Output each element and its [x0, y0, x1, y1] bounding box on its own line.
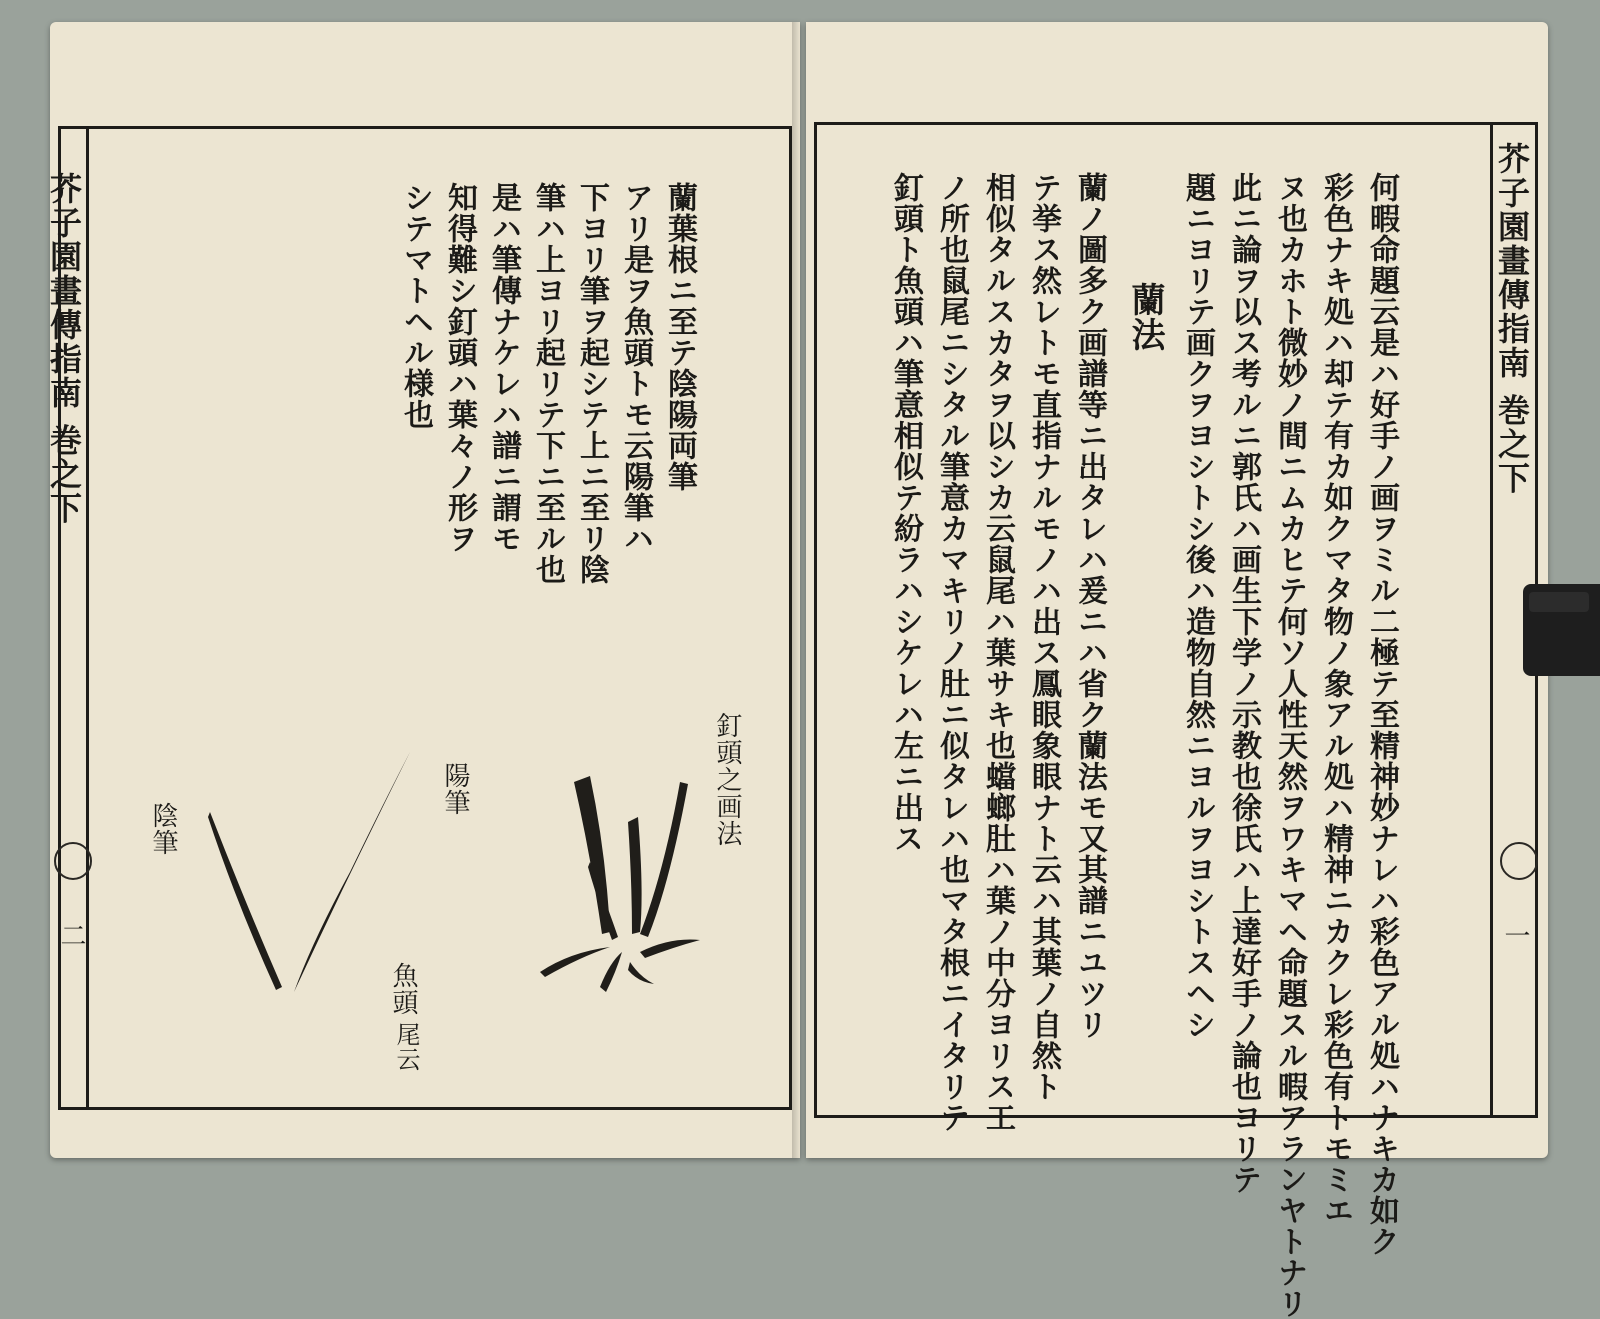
text-column: ヌ也カホト微妙ノ間ニムカヒテ何ソ人性天然ヲワキマヘ命題スル暇アランヤトナリ: [1272, 172, 1307, 1319]
page-clip: [1523, 584, 1600, 676]
text-column: 題ニヨリテ画クヲヨシトシ後ハ造物自然ニヨルヲヨシトスヘシ: [1180, 172, 1215, 1040]
text-column: テ挙ス然レトモ直指ナルモノハ出ス鳳眼象眼ナト云ハ其葉ノ自然ト: [1026, 172, 1061, 1102]
left-margin-title: 芥子園畫傳指南 巻之下: [45, 172, 83, 526]
yin-stroke-leaf: [208, 812, 282, 990]
right-page: [806, 22, 1548, 1319]
root-stroke: [540, 947, 610, 977]
caption-nail-head-method: 釘頭之画法: [712, 712, 742, 847]
text-column: 彩色ナキ処ハ却テ有カ如クマタ物ノ象アル処ハ精神ニカクレ彩色有トモミエ: [1318, 172, 1353, 1226]
text-column: 何暇命題云是ハ好手ノ画ヲミル二極テ至精神妙ナレハ彩色アル処ハナキカ如ク: [1364, 172, 1399, 1257]
caption-yang-stroke: 陽筆: [440, 762, 470, 816]
left-page: [45, 22, 800, 1158]
text-column: 是ハ筆傳ナケレハ譜ニ謂モ: [486, 182, 521, 554]
text-column: 知得難シ釘頭ハ葉々ノ形ヲ: [442, 182, 477, 554]
caption-yin-stroke: 陰筆: [148, 802, 178, 856]
nail-head-leaf: [640, 782, 688, 937]
section-heading: 蘭法: [1125, 282, 1165, 352]
text-column: 釘頭ト魚頭ハ筆意相似テ紛ラハシケレハ左ニ出ス: [888, 172, 923, 854]
text-column: 相似タルスカタヲ以シカ云鼠尾ハ葉サキ也蟷螂肚ハ葉ノ中分ヨリス工: [980, 172, 1015, 1133]
text-column: ノ所也鼠尾ニシタル筆意カマキリノ肚ニ似タレハ也マタ根ニイタリテ: [934, 172, 969, 1133]
text-column: 筆ハ上ヨリ起リテ下ニ至ル也: [530, 182, 565, 585]
text-column: 蘭葉根ニ至テ陰陽両筆: [662, 182, 697, 492]
root-stroke: [640, 940, 700, 959]
caption-fish-head: 魚頭: [388, 962, 418, 1016]
left-page-number: 二: [56, 922, 86, 949]
right-margin-title: 芥子園畫傳指南 巻之下: [1493, 142, 1531, 496]
right-fold-mark: [1500, 842, 1538, 880]
right-page-number: 一: [1500, 922, 1530, 949]
root-stroke: [628, 962, 654, 984]
text-column: 蘭ノ圖多ク画譜等ニ出タレハ爰ニハ省ク蘭法モ又其譜ニユツリ: [1072, 172, 1107, 1040]
nail-head-leaf: [628, 817, 642, 934]
text-column: 此ニ論ヲ以ス考ルニ郭氏ハ画生下学ノ示教也徐氏ハ上達好手ノ論也ヨリテ: [1226, 172, 1261, 1195]
text-column: 下ヨリ筆ヲ起シテ上ニ至リ陰: [574, 182, 609, 585]
text-column: シテマトヘル様也: [398, 182, 433, 430]
orchid-leaf-illustration: [45, 22, 800, 1158]
text-column: アリ是ヲ魚頭トモ云陽筆ハ: [618, 182, 653, 554]
root-stroke: [600, 952, 622, 992]
caption-fish-head-note: 尾云: [392, 1022, 420, 1072]
yang-stroke-leaf: [294, 752, 410, 992]
